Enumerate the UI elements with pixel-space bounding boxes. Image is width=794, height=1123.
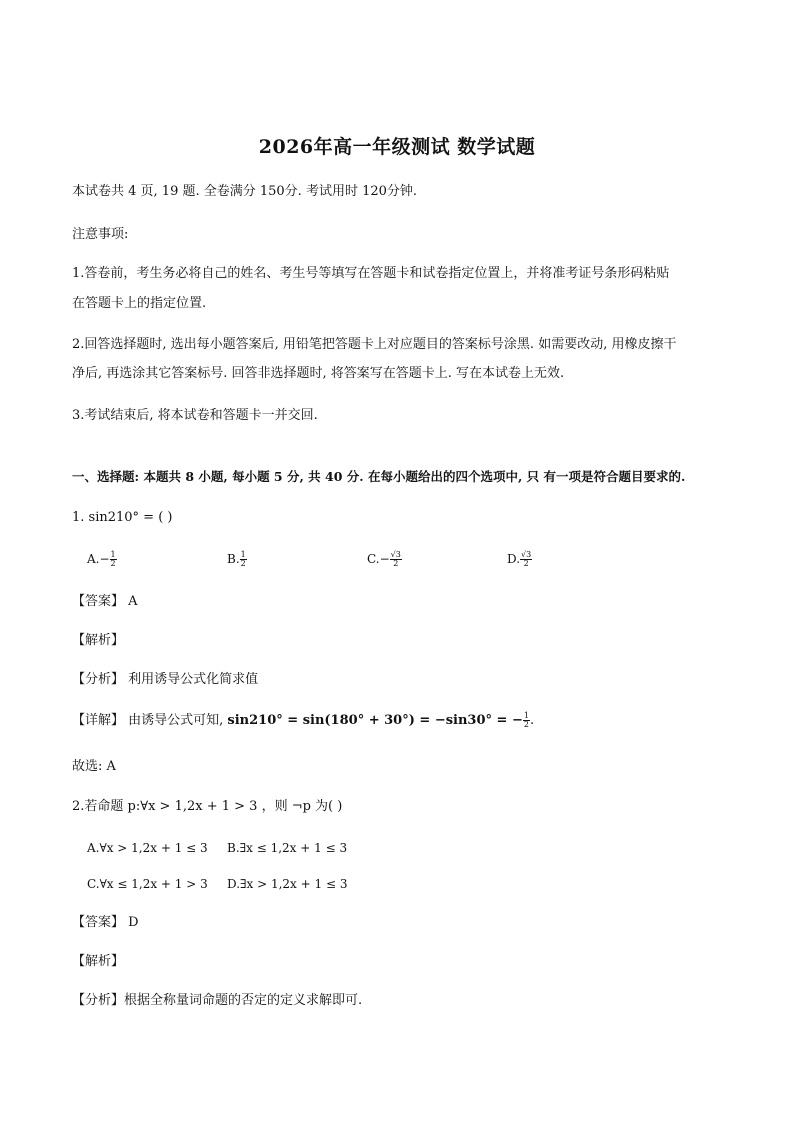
q1-option-d <box>507 551 532 568</box>
q2-method: 【分析】根据全称量词命题的否定的定义求解即可. <box>72 993 363 1008</box>
option-sign: − <box>99 552 110 566</box>
option-label: A. <box>87 552 100 566</box>
notice-heading: 注意事项: <box>72 227 129 242</box>
fraction-numerator: 1 <box>110 550 116 559</box>
q2-analysis-label: 【解析】 <box>72 954 125 969</box>
fraction-numerator: √3 <box>390 550 401 559</box>
q1-option-c <box>367 551 402 568</box>
fraction-numerator: 1 <box>240 550 246 559</box>
detail-fraction <box>523 712 530 729</box>
detail-formula: sin210° = sin(180° + 30°) = −sin30° = − <box>227 713 523 728</box>
fraction-denominator: 2 <box>523 720 529 729</box>
option-fraction <box>390 551 402 568</box>
option-fraction <box>520 551 532 568</box>
notice-2-line-2: 净后, 再选涂其它答案标号. 回答非选择题时, 将答案写在答题卡上. 写在本试卷上无效. <box>72 366 565 381</box>
q1-method: 【分析】 利用诱导公式化简求值 <box>72 672 259 687</box>
fraction-denominator: 2 <box>393 559 399 568</box>
q1-analysis-label: 【解析】 <box>72 633 125 648</box>
page-title: 2026年高一年级测试 数学试题 <box>258 136 536 158</box>
detail-end: . <box>529 713 535 728</box>
q2-option-d: D.∃x > 1,2x + 1 ≤ 3 <box>227 877 348 891</box>
q2-option-a: A.∀x > 1,2x + 1 ≤ 3 <box>87 841 208 855</box>
option-label: B. <box>227 552 240 566</box>
fraction-denominator: 2 <box>110 559 116 568</box>
fraction-numerator: 1 <box>523 711 529 720</box>
q2-option-b: B.∃x ≤ 1,2x + 1 ≤ 3 <box>227 841 348 855</box>
option-label: D. <box>507 552 521 566</box>
q2-answer: 【答案】 D <box>72 915 139 930</box>
notice-2-line-1: 2.回答选择题时, 选出每小题答案后, 用铅笔把答题卡上对应题目的答案标号涂黑. 如需要改动, 用橡皮擦干 <box>72 337 677 352</box>
q1-detail <box>72 712 534 729</box>
exam-intro: 本试卷共 4 页, 19 题. 全卷满分 150分. 考试用时 120分钟. <box>72 184 418 199</box>
option-sign: − <box>379 552 390 566</box>
q1-option-a <box>87 551 117 568</box>
section-heading-choice: 一、选择题: 本题共 8 小题, 每小题 5 分, 共 40 分. 在每小题给出的四个选项中, 只 有一项是符合题目要求的. <box>72 469 686 484</box>
option-label: C. <box>367 552 380 566</box>
notice-1-line-2: 在答题卡上的指定位置. <box>72 296 207 311</box>
q1-answer: 【答案】 A <box>72 594 138 609</box>
fraction-numerator: √3 <box>521 550 532 559</box>
fraction-denominator: 2 <box>523 559 529 568</box>
q1-choice: 故选: A <box>72 759 116 774</box>
notice-1-line-1: 1.答卷前，考生务必将自己的姓名、考生号等填写在答题卡和试卷指定位置上，并将准考证号条形码粘贴 <box>72 266 670 281</box>
option-fraction <box>240 551 247 568</box>
detail-prefix: 【详解】 由诱导公式可知, <box>72 713 228 728</box>
question-1-stem: 1. sin210° = ( ) <box>72 510 173 525</box>
notice-3: 3.考试结束后, 将本试卷和答题卡一并交回. <box>72 408 318 423</box>
question-2-stem: 2.若命题 p:∀x > 1,2x + 1 > 3 ，则 ¬p 为( ) <box>72 799 343 814</box>
fraction-denominator: 2 <box>240 559 246 568</box>
option-fraction <box>110 551 117 568</box>
q1-option-b <box>227 551 247 568</box>
q2-option-c: C.∀x ≤ 1,2x + 1 > 3 <box>87 877 208 891</box>
